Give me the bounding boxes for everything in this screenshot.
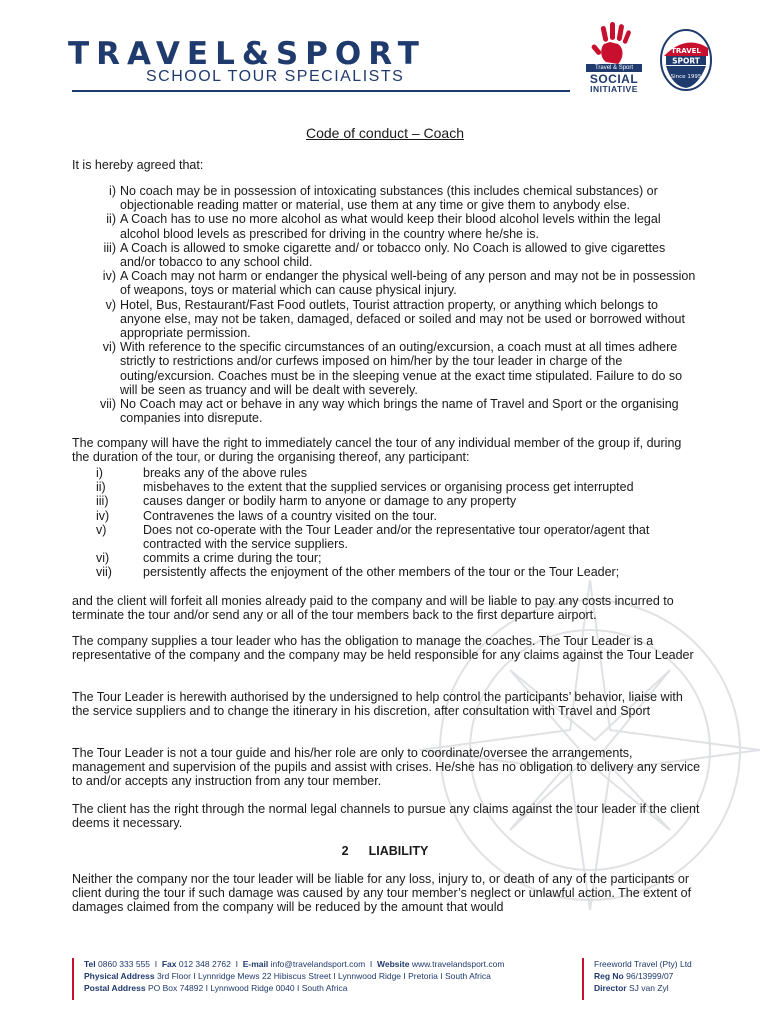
list-item: v) Does not co-operate with the Tour Leader and/or the representative tour operator/agent that contracted with the service suppliers. bbox=[96, 522, 650, 552]
section-title: LIABILITY bbox=[368, 844, 429, 858]
footer-director: Director SJ van Zyl bbox=[594, 983, 669, 993]
tour-leader-authority-paragraph: The Tour Leader is herewith authorised by the undersigned to help control the participants’ behavior, liaise with the service suppliers and to change the itinerary in his discretion, after consultation with Travel and Sport bbox=[72, 690, 683, 719]
social-big-label: SOCIAL bbox=[589, 72, 639, 86]
footer-company-block bbox=[582, 958, 732, 1000]
list-item: ii) misbehaves to the extent that the supplied services or organising process get interrupted bbox=[96, 480, 634, 495]
cancel-paragraph: The company will have the right to immediately cancel the tour of any individual member of the group if, during the duration of the tour, or during the organising thereof, any participant: bbox=[72, 436, 682, 465]
list-item: vii) No Coach may act or behave in any way which brings the name of Travel and Sport or the organising companies into disrepute. bbox=[100, 397, 679, 426]
footer-postal-address: Postal Address PO Box 74892 I Lynnwood Ridge 0040 I South Africa bbox=[84, 983, 348, 993]
section-heading bbox=[0, 844, 770, 858]
list-item: iii) A Coach is allowed to smoke cigarette and/ or tobacco only. No Coach is allowed to give cigarettes and/or tobacco to any school child. bbox=[103, 240, 666, 270]
footer-reg-no: Reg No 96/13999/07 bbox=[594, 971, 674, 981]
footer-company-name: Freeworld Travel (Pty) Ltd bbox=[594, 959, 692, 969]
social-initiative-logo bbox=[578, 64, 650, 94]
cancel-conditions-list bbox=[72, 466, 702, 580]
list-item: iv) A Coach may not harm or endanger the physical well-being of any person and may not be in possession of weapons, toys or material which can cause physical injury. bbox=[102, 269, 696, 298]
list-item: vi) commits a crime during the tour; bbox=[96, 551, 322, 566]
header-divider bbox=[72, 90, 570, 92]
client-rights-paragraph: The client has the right through the normal legal channels to pursue any claims against the tour leader if the client deems it necessary. bbox=[72, 802, 700, 831]
list-item: i) breaks any of the above rules bbox=[96, 466, 307, 480]
travel-sport-badge-icon bbox=[658, 26, 714, 98]
list-item: iii) causes danger or bodily harm to anyone or damage to any property bbox=[96, 494, 517, 509]
liability-paragraph: Neither the company nor the tour leader will be liable for any loss, injury to, or death of any of the participants or client during the tour if such damage was caused by any tour member’s neglect or unlawful action. The extent of damages claimed from the company will be reduced by the amount that would bbox=[72, 872, 692, 915]
tour-leader-supply-paragraph: The company supplies a tour leader who has the obligation to manage the coaches. The Tour Leader is a representative of the company and the company may be held responsible for any claims against the Tour Leader bbox=[72, 634, 694, 663]
footer-contact-block bbox=[72, 958, 572, 1000]
badge-travel-text: TRAVEL bbox=[671, 47, 701, 55]
section-number: 2 bbox=[341, 844, 349, 858]
intro-text: It is hereby agreed that: bbox=[72, 158, 204, 172]
tour-leader-role-paragraph: The Tour Leader is not a tour guide and his/her role are only to coordinate/oversee the arrangements, management and supervision of the pupils and assist with crises. He/she has no obligation to delivery any service to and/or accepts any instruction from any tour member. bbox=[72, 746, 701, 789]
rules-list bbox=[72, 184, 702, 425]
footer-contact-line: Tel 0860 333 555 I Fax 012 348 2762 I E-mail info@travelandsport.com I Website www.travelandsport.com bbox=[84, 959, 505, 969]
document-title: Code of conduct – Coach bbox=[306, 125, 464, 141]
list-item: iv) Contravenes the laws of a country visited on the tour. bbox=[96, 508, 437, 523]
social-small-label: Travel & Sport bbox=[586, 64, 642, 72]
list-item: i) No coach may be in possession of intoxicating substances (this includes chemical substances) or objectionable reading matter or material, use them at any time or give them to anybody else. bbox=[109, 184, 658, 213]
badge-since-text: Since 1995 bbox=[670, 74, 702, 80]
forfeit-paragraph: and the client will forfeit all monies already paid to the company and will be liable to pay any costs incurred to terminate the tour and/or send any or all of the tour members back to the first departure airport. bbox=[72, 594, 674, 623]
company-logo-text: TRAVEL&SPORT bbox=[68, 36, 426, 72]
list-item: ii) A Coach has to use no more alcohol as what would keep their blood alcohol levels within the legal alcohol blood levels as prescribed for driving in the country where he/she is. bbox=[106, 212, 661, 241]
company-tagline: SCHOOL TOUR SPECIALISTS bbox=[146, 68, 405, 85]
badge-sport-text: SPORT bbox=[672, 56, 700, 66]
list-item: v) Hotel, Bus, Restaurant/Fast Food outlets, Tourist attraction property, or anything which belongs to anyone else, may not be taken, damaged, defaced or soiled and may not be used or borrowed without appropriate permission. bbox=[105, 297, 685, 341]
footer-physical-address: Physical Address 3rd Floor I Lynnridge Mews 22 Hibiscus Street I Lynnwood Ridge I Pretoria I South Africa bbox=[84, 971, 491, 981]
list-item: vi) With reference to the specific circumstances of an outing/excursion, a coach must at all times adhere strictly to restrictions and/or curfews imposed on him/her by the tour leader in charge of the outing/excursion. Coaches must be in the sleeping venue at the exact time stipulated. Failure to do so will be seen as truancy and will be dealt with severely. bbox=[102, 340, 683, 397]
social-initiative-label: INITIATIVE bbox=[590, 84, 638, 94]
list-item: vii) persistently affects the enjoyment of the other members of the tour or the Tour Leader; bbox=[96, 565, 620, 580]
